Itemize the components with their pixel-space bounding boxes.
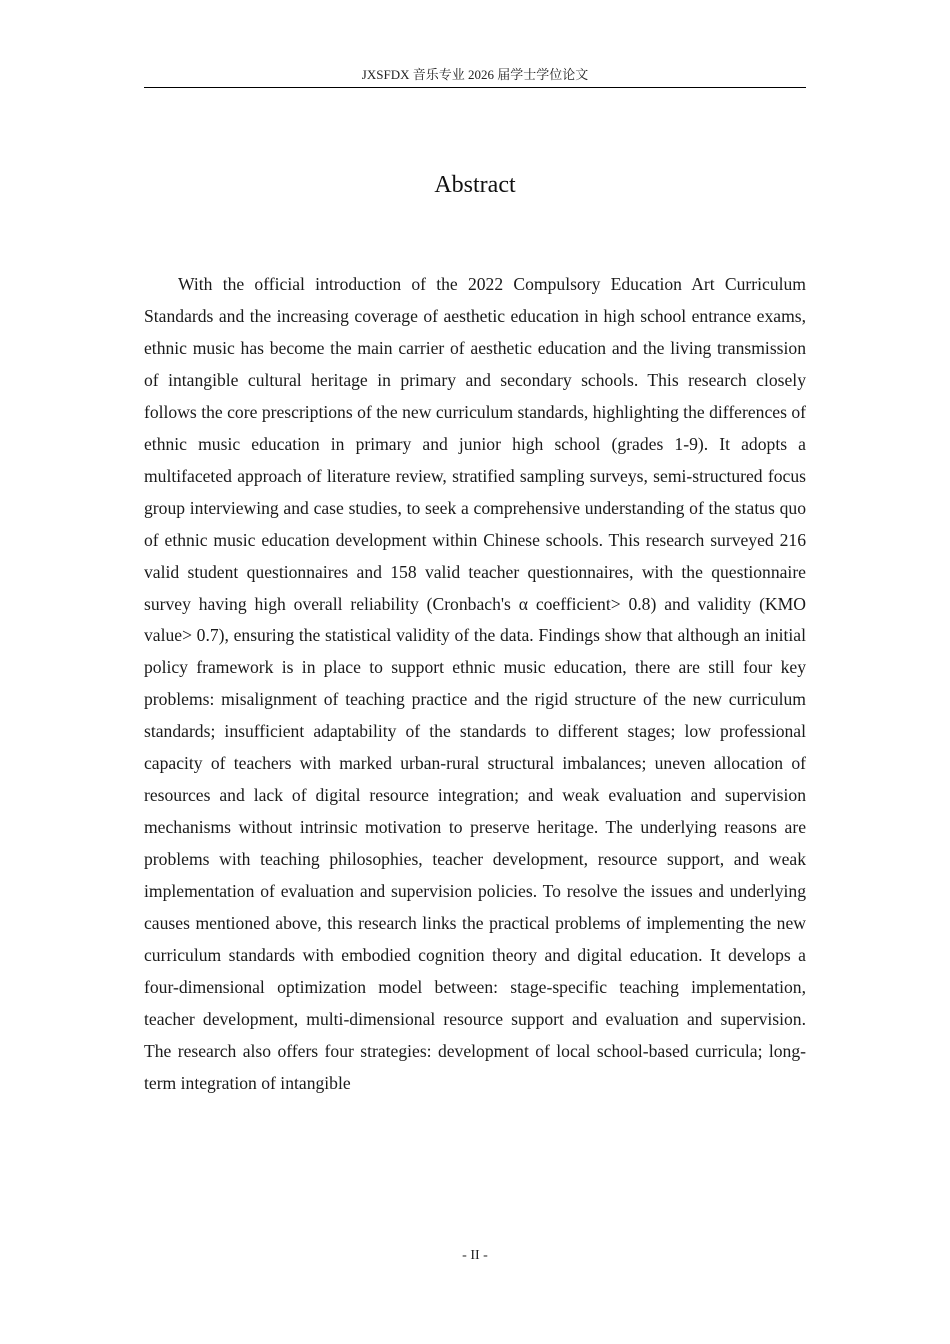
page-number: - II - [462,1248,488,1263]
running-header: JXSFDX 音乐专业 2026 届学士学位论文 [361,67,589,82]
abstract-paragraph: With the official introduction of the 2022 Compulsory Education Art Curriculum Standards and the increasing coverage of aesthetic education in high school entrance exams, ethnic music has become the main carrier of aesthetic education and the living transmission of intangible cultural heritage in primary and secondary schools. This research closely follows the core prescriptions of the new curriculum standards, highlighting the differences of ethnic music education in primary and junior high school (grades 1-9). It adopts a multifaceted approach of literature review, stratified sampling surveys, semi-structured focus group interviewing and case studies, to seek a comprehensive understanding of the status quo of ethnic music education development within Chinese schools. This research surveyed 216 valid student questionnaires and 158 valid teacher questionnaires, with the questionnaire survey having high overall reliability (Cronbach's α coefficient> 0.8) and validity (KMO value> 0.7), ensuring the statistical validity of the data. Findings show that although an initial policy framework is in place to support ethnic music education, there are still four key problems: misalignment of teaching practice and the rigid structure of the new curriculum standards; insufficient adaptability of the standards to different stages; low professional capacity of teachers with marked urban-rural structural imbalances; uneven allocation of resources and lack of digital resource integration; and weak evaluation and supervision mechanisms without intrinsic motivation to preserve heritage. The underlying reasons are problems with teaching philosophies, teacher development, resource support, and weak implementation of evaluation and supervision policies. To resolve the issues and underlying causes mentioned above, this research links the practical problems of implementing the new curriculum standards with embodied cognition theory and digital education. It develops a four-dimensional optimization model between: stage-specific teaching implementation, teacher development, multi-dimensional resource support and evaluation and supervision. The research also offers four strategies: development of local school-based curricula; long-term integration of intangible [144,274,806,1093]
page-title: Abstract [434,172,516,198]
header-divider [144,87,806,88]
